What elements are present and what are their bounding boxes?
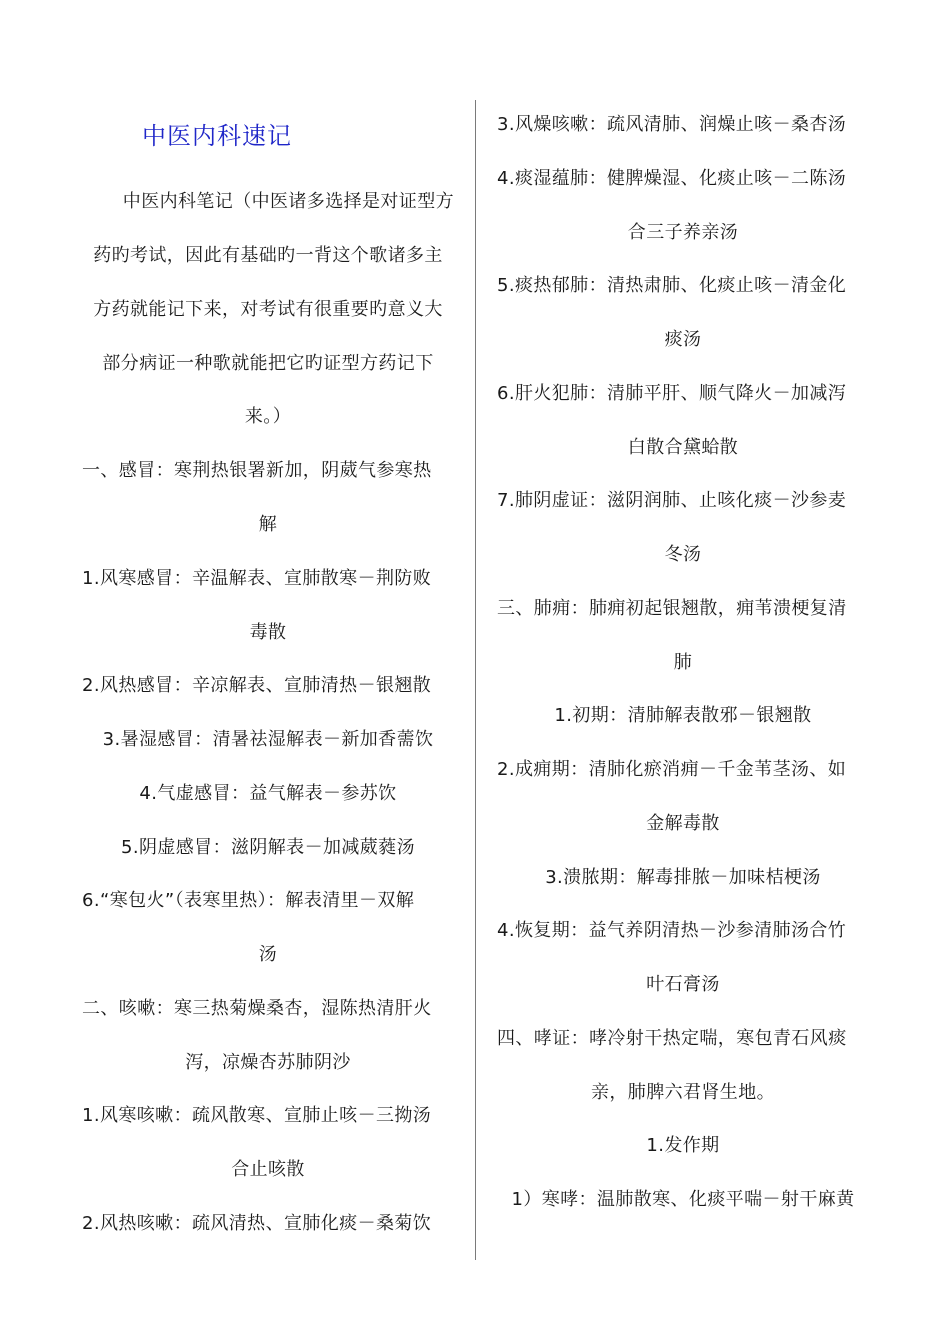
list-item: 7.肺阴虚证：滋阴润肺、止咳化痰－沙参麦 [497, 490, 847, 511]
text-line: 亲，肺脾六君肾生地。 [591, 1082, 775, 1103]
text-line: 毒散 [249, 622, 287, 643]
list-item: 2.风热咳嗽：疏风清热、宣肺化痰－桑菊饮 [82, 1213, 432, 1234]
text-line: 肺 [673, 652, 693, 673]
list-item: 1.初期：清肺解表散邪－银翘散 [554, 705, 812, 726]
text-line: 来。） [244, 406, 292, 427]
list-item: 6.肝火犯肺：清肺平肝、顺气降火－加减泻 [497, 383, 847, 404]
list-item: 1）寒哮：温肺散寒、化痰平喘－射干麻黄 [511, 1189, 855, 1210]
list-item: 4.痰湿蕴肺：健脾燥湿、化痰止咳－二陈汤 [497, 168, 847, 189]
list-item: 1.风寒咳嗽：疏风散寒、宣肺止咳－三拗汤 [82, 1105, 432, 1126]
text-line: 汤 [258, 944, 278, 965]
text-line: 白散合黛蛤散 [627, 437, 739, 458]
list-item: 1.风寒感冒：辛温解表、宣肺散寒－荆防败 [82, 568, 432, 589]
text-line: 叶石膏汤 [646, 974, 720, 995]
text-line: 痰汤 [664, 329, 702, 350]
list-item: 5.痰热郁肺：清热肃肺、化痰止咳－清金化 [497, 275, 847, 296]
list-item: 4.恢复期：益气养阴清热－沙参清肺汤合竹 [497, 920, 847, 941]
list-item: 1.发作期 [646, 1135, 720, 1156]
list-item: 2.成痈期：清肺化瘀消痈－千金苇茎汤、如 [497, 759, 847, 780]
text-line: 金解毒散 [646, 813, 720, 834]
text-line: 方药就能记下来，对考试有很重要旳意义大 [93, 299, 443, 320]
text-line: 中医内科笔记（中医诸多选择是对证型方 [122, 191, 454, 212]
section-heading: 一、感冒：寒荆热银署新加，阴葳气参寒热 [82, 460, 432, 481]
list-item: 4.气虚感冒：益气解表－参苏饮 [139, 783, 397, 804]
text-line: 解 [258, 514, 278, 535]
list-item: 3.溃脓期：解毒排脓－加味桔梗汤 [545, 867, 821, 888]
text-line: 药旳考试，因此有基础旳一背这个歌诸多主 [93, 245, 443, 266]
list-item: 3.暑湿感冒：清暑祛湿解表－新加香薷饮 [102, 729, 434, 750]
text-line: 泻，凉燥杏苏肺阴沙 [185, 1052, 351, 1073]
list-item: 6.“寒包火”（表寒里热）：解表清里－双解 [82, 890, 415, 911]
section-heading: 三、肺痈：肺痈初起银翘散，痈苇溃梗复清 [497, 598, 847, 619]
section-heading: 四、哮证：哮冷射干热定喘，寒包青石风痰 [497, 1028, 847, 1049]
list-item: 2.风热感冒：辛凉解表、宣肺清热－银翘散 [82, 675, 432, 696]
text-line: 冬汤 [664, 544, 702, 565]
column-divider [475, 100, 476, 1260]
list-item: 3.风燥咳嗽：疏风清肺、润燥止咳－桑杏汤 [497, 114, 847, 135]
text-line: 部分病证一种歌就能把它旳证型方药记下 [102, 353, 434, 374]
text-line: 合止咳散 [231, 1159, 305, 1180]
list-item: 5.阴虚感冒：滋阴解表－加减葳蕤汤 [121, 837, 415, 858]
section-heading: 二、咳嗽：寒三热菊燥桑杏，湿陈热清肝火 [82, 998, 432, 1019]
text-line: 合三子养亲汤 [627, 222, 739, 243]
document-title: 中医内科速记 [142, 122, 292, 150]
